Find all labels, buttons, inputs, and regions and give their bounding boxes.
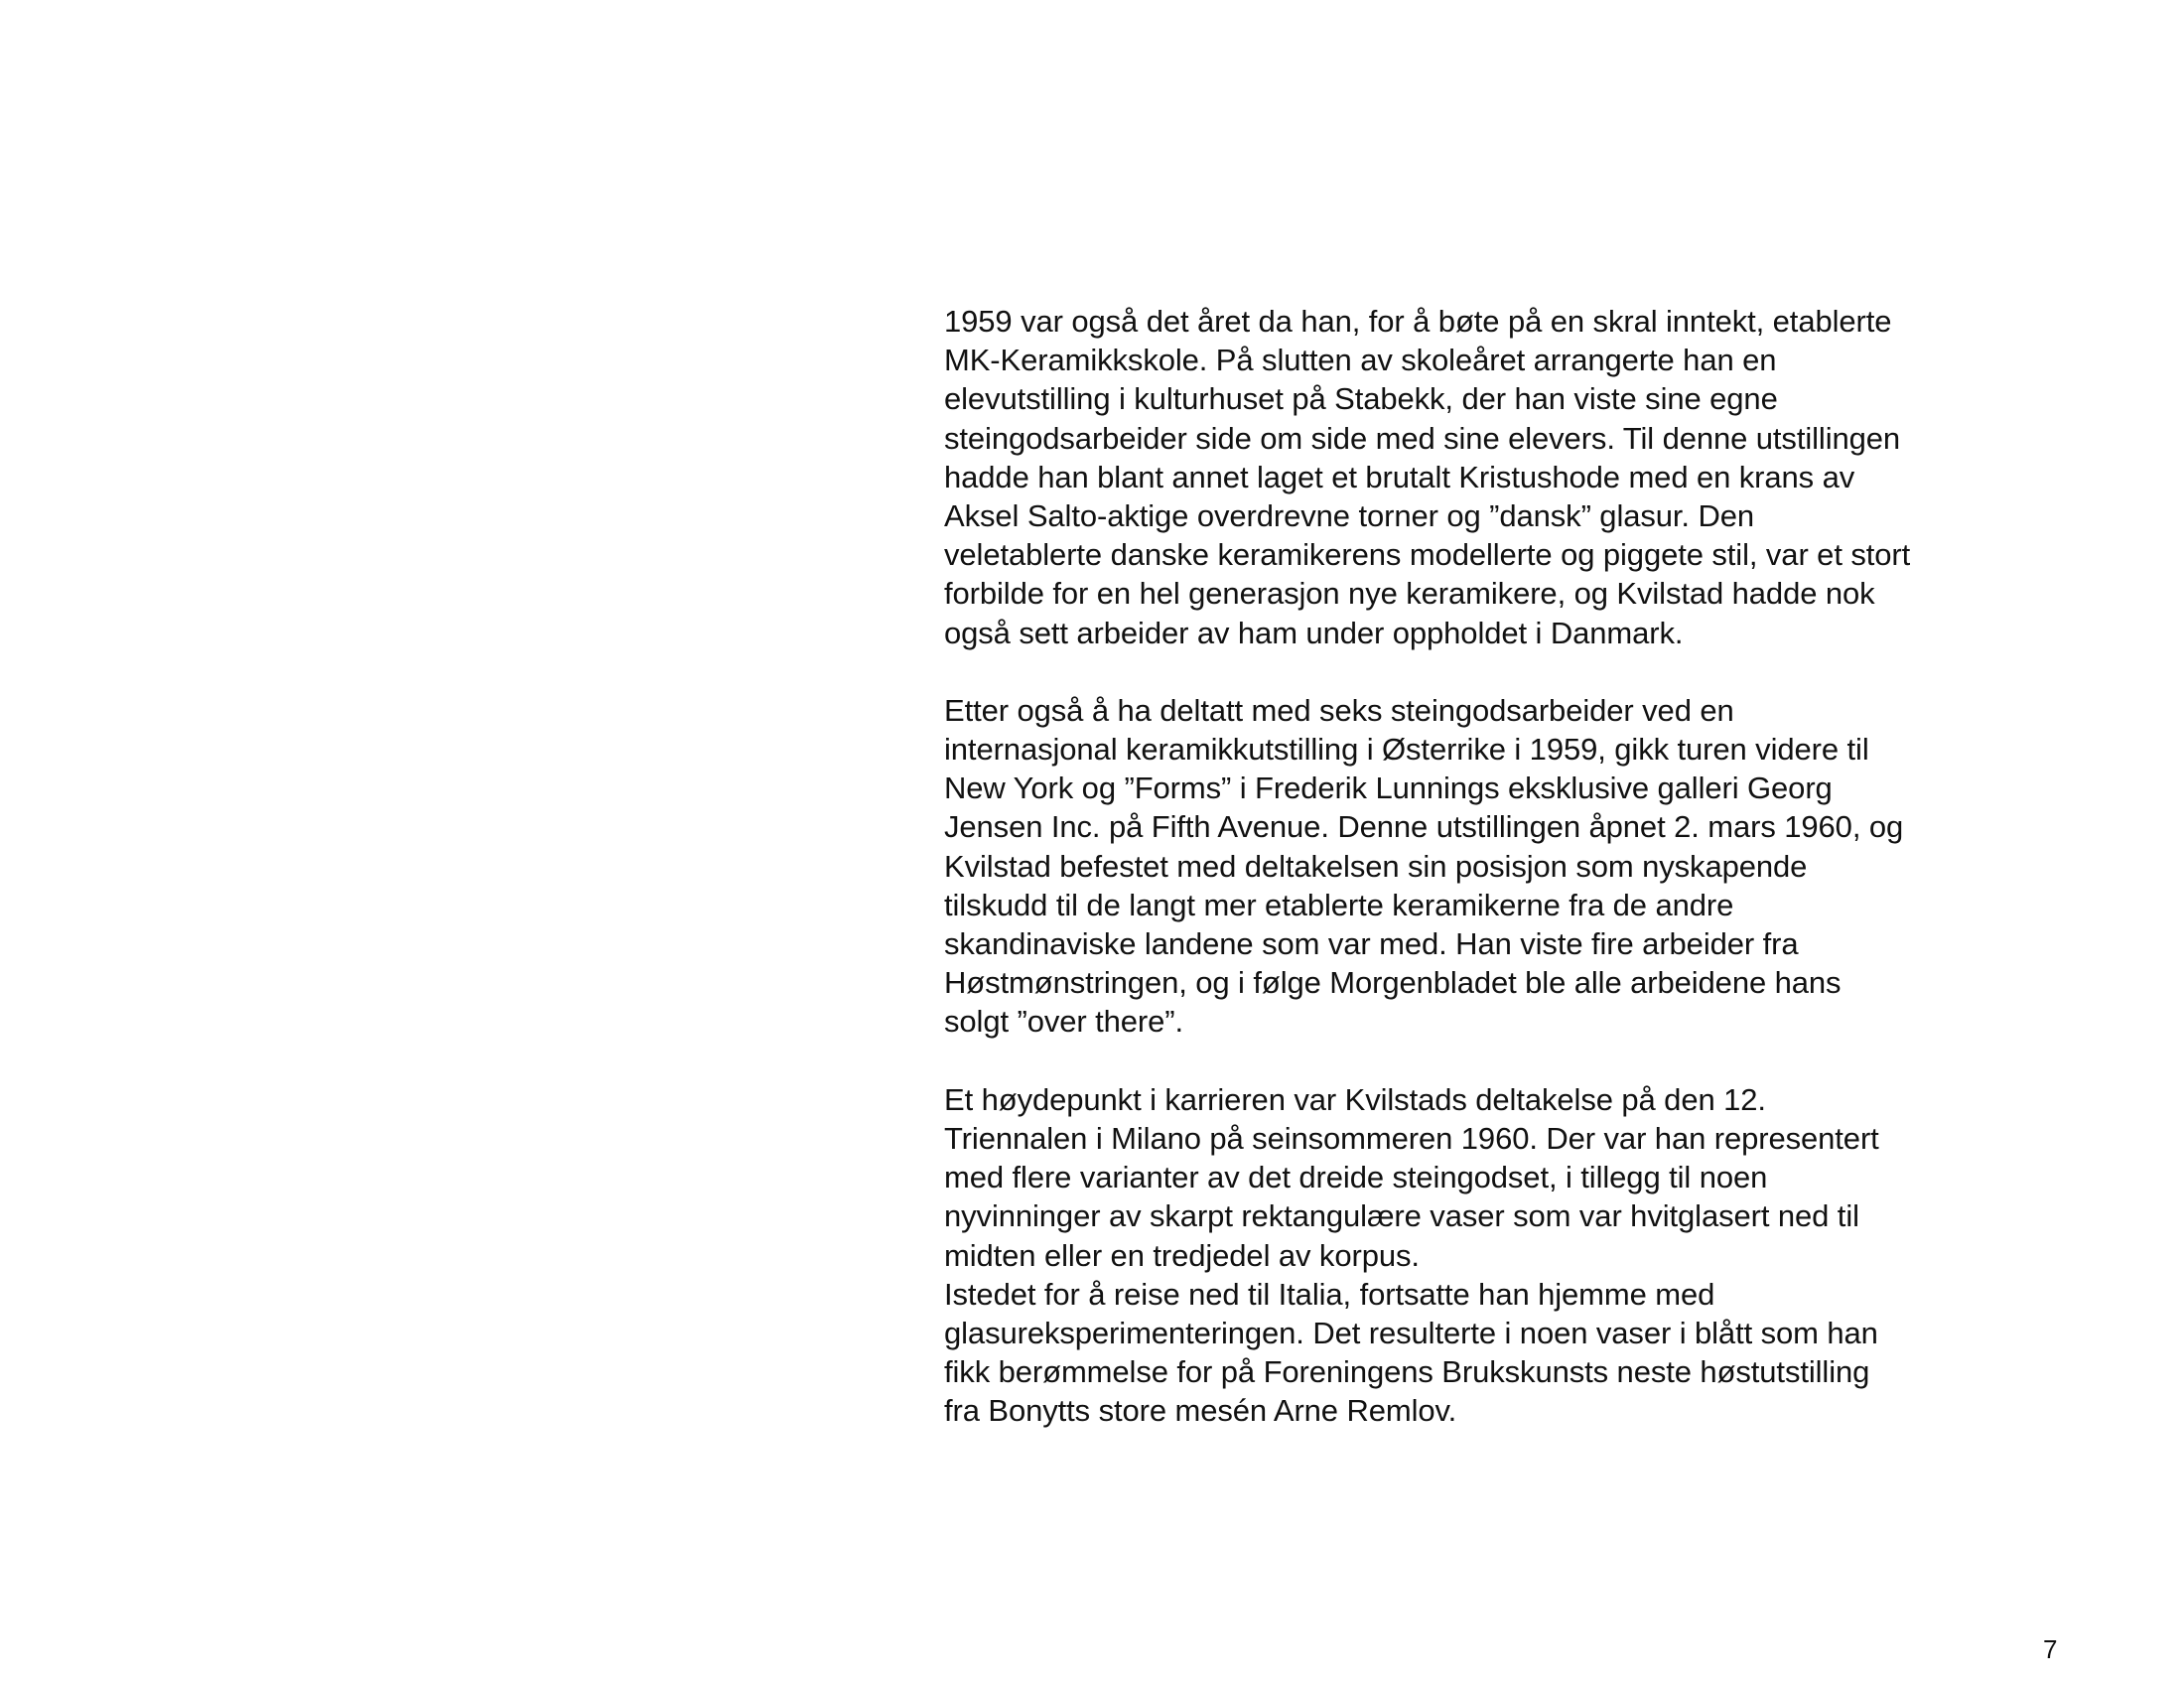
text-line: Etter også å ha deltatt med seks steingodsarbeider ved en [944,692,1734,728]
text-line: internasjonal keramikkutstilling i Østerrike i 1959, gikk turen videre til [944,732,1869,768]
text-line: MK-Keramikkskole. På slutten av skoleåret arrangerte han en [944,343,1777,378]
text-line: forbilde for en hel generasjon nye keramikere, og Kvilstad hadde nok [944,576,1875,612]
text-line: Triennalen i Milano på seinsommeren 1960. Der var han representert [944,1120,1879,1156]
text-line: New York og ”Forms” i Frederik Lunnings eksklusive galleri Georg [944,771,1833,806]
page-number: 7 [2043,1634,2058,1664]
text-line: steingodsarbeider side om side med sine elevers. Til denne utstillingen [944,420,1901,456]
text-line: fra Bonytts store mesén Arne Remlov. [944,1393,1457,1429]
paragraph-spacer [944,652,2016,691]
paragraph-2 [944,691,2016,1042]
text-line: nyvinninger av skarpt rektangulære vaser som var hvitglasert ned til [944,1198,1859,1234]
text-line: Høstmønstringen, og i følge Morgenbladet ble alle arbeidene hans [944,965,1842,1001]
text-line: solgt ”over there”. [944,1004,1184,1040]
text-line: Kvilstad befestet med deltakelsen sin posisjon som nyskapende [944,848,1808,884]
body-text [944,302,2016,1430]
text-line: fikk berømmelse for på Foreningens Brukskunsts neste høstutstilling [944,1354,1870,1390]
text-line: glasureksperimenteringen. Det resulterte i noen vaser i blått som han [944,1315,1878,1350]
paragraph-spacer [944,1042,2016,1080]
paragraph-3 [944,1080,2016,1431]
text-line: Aksel Salto-aktige overdrevne torner og ”dansk” glasur. Den [944,497,1755,533]
text-line: hadde han blant annet laget et brutalt Kristushode med en krans av [944,459,1855,494]
text-line: tilskudd til de langt mer etablerte keramikerne fra de andre [944,887,1734,922]
text-line: 1959 var også det året da han, for å bøte på en skral inntekt, etablerte [944,304,1892,339]
text-line: veletablerte danske keramikerens modellerte og piggete stil, var et stort [944,537,1911,573]
text-line: Et høydepunkt i karrieren var Kvilstads deltakelse på den 12. [944,1081,1766,1117]
text-line: skandinaviske landene som var med. Han viste fire arbeider fra [944,926,1799,961]
text-line: Jensen Inc. på Fifth Avenue. Denne utstillingen åpnet 2. mars 1960, og [944,809,1904,845]
text-line: også sett arbeider av ham under oppholdet i Danmark. [944,615,1684,650]
text-line: med flere varianter av det dreide steingodset, i tillegg til noen [944,1160,1768,1195]
text-line: elevutstilling i kulturhuset på Stabekk, der han viste sine egne [944,381,1778,417]
text-line: Istedet for å reise ned til Italia, fortsatte han hjemme med [944,1276,1715,1312]
text-line: midten eller en tredjedel av korpus. [944,1237,1420,1273]
paragraph-1 [944,302,2016,652]
